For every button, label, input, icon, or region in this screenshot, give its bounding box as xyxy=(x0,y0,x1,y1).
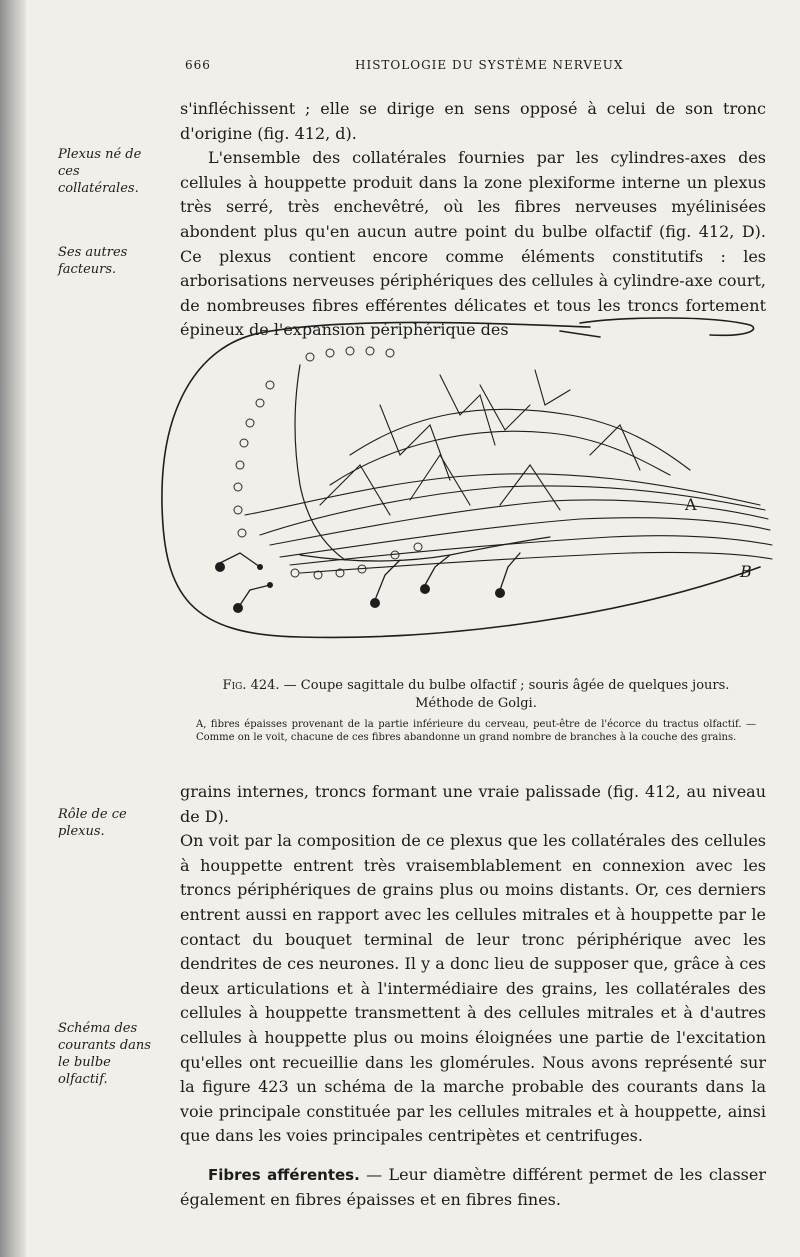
running-title: HISTOLOGIE DU SYSTÈME NERVEUX xyxy=(355,58,624,72)
text-block-bottom xyxy=(180,780,766,1212)
margin-note-schema: Schéma des courants dans le bulbe olfactif. xyxy=(58,1021,151,1087)
figure-label-b: B xyxy=(740,562,752,581)
margin-note-role: Rôle de ce plexus. xyxy=(58,807,127,839)
page-gutter-shadow xyxy=(0,0,26,1257)
margin-note-plexus: Plexus né de ces collatérales. xyxy=(58,147,142,196)
page-number: 666 xyxy=(185,58,211,72)
section-heading-fibres-afferentes: Fibres afférentes. xyxy=(208,1165,360,1184)
figure-caption xyxy=(196,677,756,713)
margin-note-facteurs: Ses autres facteurs. xyxy=(58,245,128,277)
paragraph-continuation: s'infléchissent ; elle se dirige en sens opposé à celui de son tronc d'origine (fig. 412, d). xyxy=(180,99,766,143)
figure-caption-prefix: Fig. 424. xyxy=(222,678,280,693)
figure-legend: A, fibres épaisses provenant de la partie inférieure du cerveau, peut-être de l'écorce du tractus olfactif. — Comme on le voit, chacune de ces fibres abandonne un grand nombre de branches à la couche des grains. xyxy=(196,719,756,743)
figure-424-illustration xyxy=(150,305,790,670)
paragraph-grains: grains internes, troncs formant une vraie palissade (fig. 412, au niveau de D). xyxy=(180,782,766,826)
figure-caption-text: — Coupe sagittale du bulbe olfactif ; souris âgée de quelques jours. Méthode de Golgi. xyxy=(279,678,730,711)
paragraph-plexus: L'ensemble des collatérales fournies par les cylindres-axes des cellules à houppette produit dans la zone plexiforme interne un plexus très serré, très enchevêtré, où les fibres nerveuses myélinisées abondent plus qu'en aucun autre point du bulbe olfactif (fig. 412, D). Ce plexus contient encore comme éléments constitutifs : les arborisations nerveuses périphériques des cellules à cylindre-axe court, de nombreuses fibres efférentes délicates et tous les troncs fortement épineux de l'expansion périphérique des xyxy=(180,148,766,340)
figure-label-a: A xyxy=(685,495,697,514)
paragraph-role: On voit par la composition de ce plexus que les collatérales des cellules à houppette entrent très vraisemblablement en connexion avec les troncs périphériques de grains plus ou moins distants. Or, ces derniers entrent aussi en rapport avec les cellules mitrales et à houppette par le contact du bouquet terminal de leur tronc périphérique avec les dendrites de ces neurones. Il y a donc lieu de supposer que, grâce à ces deux articulations et à l'intermédiaire des grains, les collatérales des cellules à houppette transmettent à des cellules mitrales et à d'autres cellules à houppette plus ou moins éloignées une partie de l'excitation qu'elles ont recueillie dans les glomérules. Nous avons représenté sur la figure 423 un schéma de la marche probable des courants dans la voie principale constituée par les cellules mitrales et à houppette, ainsi que dans les voies principales centripètes et centrifuges. xyxy=(180,831,766,1146)
running-header xyxy=(185,58,625,76)
paragraph-fibres-afferentes xyxy=(180,1163,766,1212)
paragraph-fibres-text: — Leur diamètre différent permet de les classer également en fibres épaisses et en fibres fines. xyxy=(180,1164,766,1209)
